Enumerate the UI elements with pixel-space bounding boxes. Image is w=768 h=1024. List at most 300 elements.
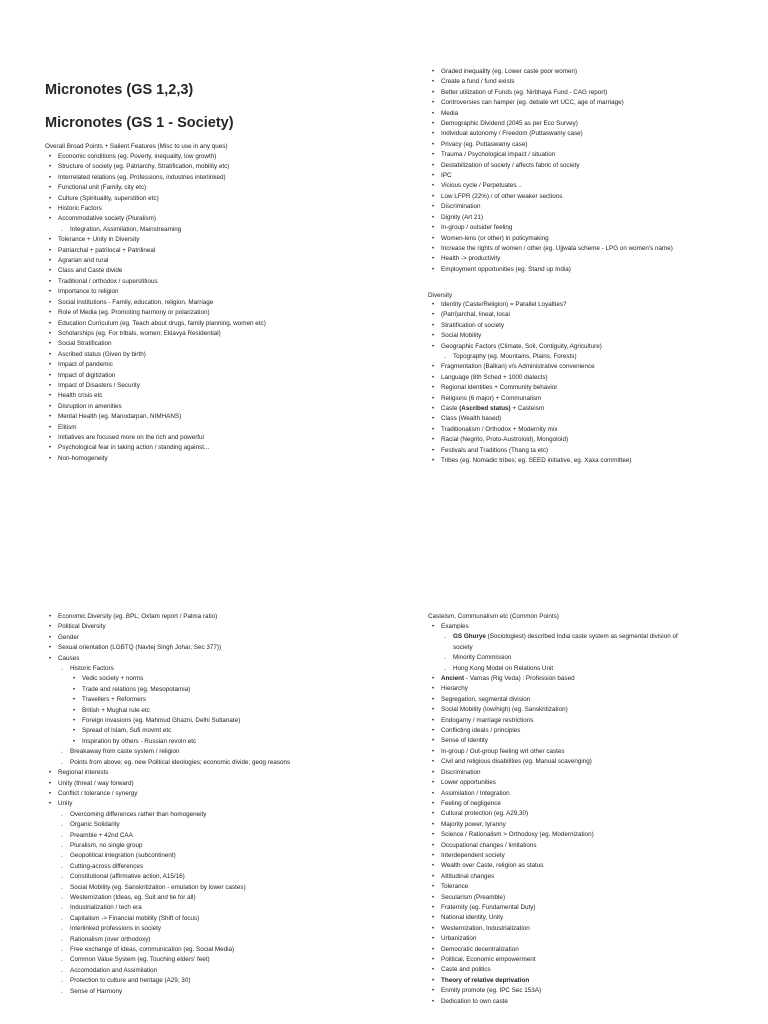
- item-text: Endogamy / marriage restrictions: [441, 716, 534, 724]
- list-item: [428, 851, 678, 861]
- item-text: Preamble + 42nd CAA: [70, 831, 133, 839]
- item-text: Inspiration by others - Russian revoln etc: [82, 737, 197, 745]
- list-item: [428, 140, 673, 150]
- list-item: [45, 654, 290, 664]
- item-text: Role of Media (eg. Promoting harmony or polarization): [58, 309, 210, 317]
- bullet-icon: •: [49, 278, 52, 285]
- bullet-icon: •: [432, 395, 435, 402]
- list-item: [45, 903, 290, 913]
- bullet-icon: •: [432, 800, 435, 807]
- item-text: Assimilation / Integration: [441, 789, 510, 797]
- list-item: [45, 695, 290, 705]
- bullet-icon: ◦: [444, 355, 446, 362]
- society-points-list: [45, 152, 266, 464]
- bullet-icon: •: [49, 393, 52, 400]
- item-text: British + Mughal rule etc: [82, 706, 150, 714]
- item-text: Political, Economic empowerment: [441, 956, 536, 963]
- diversity-list: [428, 300, 632, 467]
- item-text: Occupational changes / limitations: [441, 841, 537, 849]
- list-item: [45, 412, 266, 422]
- list-item: [428, 695, 678, 705]
- list-item: [45, 924, 290, 934]
- item-text: [441, 405, 544, 412]
- item-text: Sexual orientation (LGBTQ (Navtej Singh Johar, Sec 377)): [58, 644, 222, 652]
- page-2: [0, 512, 768, 1024]
- bullet-icon: •: [432, 173, 435, 180]
- section-title: Micronotes (GS 1 - Society): [45, 115, 234, 131]
- item-text: Class and Caste divide: [58, 267, 123, 275]
- item-text: Industrialization / tech era: [70, 904, 142, 912]
- list-item: [428, 352, 632, 362]
- list-item: [45, 841, 290, 851]
- list-item: [428, 223, 673, 233]
- misc-points-list: [428, 67, 673, 275]
- bullet-icon: •: [432, 69, 435, 75]
- bullet-icon: ◦: [444, 666, 446, 673]
- list-item: [45, 391, 266, 401]
- item-text: Points from above; eg. new Political ideologies; economic divide; geog reasons: [70, 758, 291, 766]
- list-item: [45, 747, 290, 757]
- list-item: [45, 643, 290, 653]
- bullet-icon: •: [432, 235, 435, 242]
- item-text-post: - Varnas (Rig Veda) : Profession based: [464, 675, 575, 683]
- bullet-icon: •: [49, 289, 52, 296]
- bullet-icon: •: [432, 977, 435, 984]
- item-text: Conflicting ideals / principles: [441, 727, 521, 735]
- bullet-icon: •: [432, 458, 435, 465]
- casteism-label: Casteism, Communalism etc (Common Points): [428, 613, 559, 620]
- item-text-bold: Theory of relative deprivation: [441, 976, 530, 984]
- bullet-icon: •: [432, 204, 435, 211]
- bullet-icon: •: [49, 185, 52, 192]
- list-item: [428, 757, 678, 767]
- main-title: Micronotes (GS 1,2,3): [45, 82, 194, 98]
- bullet-icon: •: [432, 110, 435, 117]
- bullet-icon: •: [432, 89, 435, 96]
- list-item: [45, 768, 290, 778]
- list-item: [428, 414, 632, 424]
- item-text: Psychological fear in taking action / standing against...: [58, 444, 210, 452]
- list-item: [428, 234, 673, 244]
- item-text: Increase the rights of women / other (eg. Ujjwala scheme - LPG on women's name): [441, 244, 673, 252]
- item-text: Unity: [58, 800, 73, 808]
- item-text: Cutting-across differences: [70, 862, 144, 870]
- bullet-icon: •: [73, 707, 76, 714]
- item-text: Historic Factors: [58, 205, 102, 213]
- item-text: Impact of pandemic: [58, 361, 113, 369]
- item-text: Education Curriculum (eg. Teach about drugs, family planning, women etc): [58, 319, 266, 327]
- list-item: [428, 150, 673, 160]
- item-text-pre: Caste: [441, 405, 460, 413]
- list-item: [45, 266, 266, 276]
- bullet-icon: •: [432, 769, 435, 776]
- bullet-icon: •: [49, 320, 52, 327]
- bullet-icon: •: [432, 131, 435, 138]
- bullet-icon: •: [432, 925, 435, 932]
- bullet-icon: •: [432, 312, 435, 319]
- list-item: [428, 181, 673, 191]
- item-text: Conflict / tolerance / synergy: [58, 789, 138, 797]
- list-item: [45, 883, 290, 893]
- list-item: [45, 173, 266, 183]
- list-item: [428, 674, 678, 684]
- list-item: [428, 77, 673, 87]
- list-item: [45, 914, 290, 924]
- item-text: Stratification of society: [441, 321, 504, 329]
- bullet-icon: •: [49, 258, 52, 265]
- bullet-icon: •: [432, 748, 435, 755]
- bullet-icon: •: [432, 266, 435, 273]
- bullet-icon: •: [73, 718, 76, 725]
- item-text: Regional identities + Community behavior: [441, 384, 558, 392]
- item-text: Ascribed status (Given by birth): [58, 350, 146, 358]
- list-item: [45, 433, 266, 443]
- bullet-icon: ◦: [444, 656, 446, 663]
- bullet-icon: •: [49, 195, 52, 202]
- bullet-icon: •: [432, 141, 435, 148]
- item-text: Privacy (eg. Puttaswamy case): [441, 140, 528, 148]
- bullet-icon: •: [49, 624, 52, 631]
- item-text: Festivals and Traditions (Thang ta etc): [441, 446, 549, 454]
- item-text: Secularism (Preamble): [441, 893, 506, 901]
- item-text: Foreign invasions (eg. Mahmud Ghazni, Delhi Sultanate): [82, 717, 241, 725]
- bullet-icon: •: [49, 770, 52, 777]
- list-item: [428, 976, 678, 986]
- bullet-icon: •: [49, 434, 52, 441]
- bullet-icon: •: [432, 957, 435, 963]
- bullet-icon: •: [432, 152, 435, 159]
- bullet-icon: ◦: [61, 916, 63, 923]
- item-text: Breakaway from caste system / religion: [70, 748, 180, 756]
- item-text: Fraternity (eg. Fundamental Duty): [441, 903, 536, 911]
- list-item: [45, 831, 290, 841]
- item-text: society: [453, 643, 473, 651]
- bullet-icon: •: [49, 164, 52, 171]
- list-item: [45, 402, 266, 412]
- bullet-icon: •: [432, 967, 435, 974]
- list-item: [428, 934, 678, 944]
- item-text: Vedic society + norms: [82, 675, 144, 683]
- list-item: [45, 225, 266, 235]
- list-item: [428, 331, 632, 341]
- list-item: [428, 789, 678, 799]
- list-item: [428, 872, 678, 882]
- bullet-icon: •: [49, 382, 52, 389]
- list-item: [45, 799, 290, 809]
- diversity-causes-list: [45, 612, 290, 997]
- bullet-icon: •: [432, 193, 435, 200]
- item-text: Health -> productivity: [441, 255, 501, 263]
- item-text: Women-lens (or other) in policymaking: [441, 234, 549, 242]
- item-text: Social institutions - Family, education, religion, Marriage: [58, 298, 214, 306]
- item-text: Accommodative society (Pluralism): [58, 215, 156, 223]
- bullet-icon: •: [49, 299, 52, 306]
- bullet-icon: ◦: [61, 760, 63, 767]
- bullet-icon: •: [432, 100, 435, 107]
- bullet-icon: •: [49, 614, 52, 620]
- bullet-icon: •: [432, 707, 435, 714]
- list-item: [428, 997, 678, 1007]
- list-item: [45, 955, 290, 965]
- list-item: [428, 778, 678, 788]
- list-item: [428, 98, 673, 108]
- list-item: [45, 329, 266, 339]
- item-text: Protection to culture and heritage (A29, 30): [70, 977, 191, 985]
- list-item: [428, 394, 632, 404]
- list-item: [45, 183, 266, 193]
- item-text: Class (Wealth based): [441, 415, 502, 423]
- item-text: Hierarchy: [441, 685, 468, 693]
- item-text: Examples: [441, 623, 469, 630]
- list-item: [45, 360, 266, 370]
- item-text: Rationalism (over orthodoxy): [70, 935, 151, 943]
- item-text: Impact of Disasters / Security: [58, 381, 140, 389]
- list-item: [428, 342, 632, 352]
- list-item: [428, 109, 673, 119]
- item-text: [453, 633, 678, 640]
- bullet-icon: ◦: [61, 895, 63, 902]
- bullet-icon: •: [432, 790, 435, 797]
- item-text-post: (Sociologiest) described India caste system as segmental division of: [485, 633, 678, 641]
- bullet-icon: •: [432, 225, 435, 232]
- bullet-icon: ◦: [61, 906, 63, 913]
- list-item: [45, 246, 266, 256]
- item-text: Tolerance + Unity in Diversity: [58, 236, 140, 244]
- bullet-icon: •: [49, 414, 52, 421]
- item-text: Disruption in amenities: [58, 402, 122, 410]
- item-text: Functional unit (Family, city etc): [58, 184, 147, 192]
- bullet-icon: •: [432, 364, 435, 371]
- bullet-icon: ◦: [61, 927, 63, 934]
- list-item: [45, 339, 266, 349]
- item-text: Social Stratification: [58, 340, 112, 348]
- list-item: [428, 664, 678, 674]
- item-text: Topography (eg. Mountains, Plains, Forests): [453, 353, 577, 361]
- bullet-icon: •: [432, 988, 435, 995]
- bullet-icon: •: [49, 154, 52, 160]
- bullet-icon: •: [49, 351, 52, 358]
- list-item: [428, 404, 632, 414]
- list-item: [428, 986, 678, 996]
- bullet-icon: •: [49, 362, 52, 369]
- bullet-icon: •: [73, 686, 76, 693]
- item-text: Dedication to own caste: [441, 997, 508, 1005]
- list-item: [428, 893, 678, 903]
- item-text-bold: (Ascribed status): [459, 405, 511, 413]
- bullet-icon: ◦: [61, 227, 63, 234]
- bullet-icon: •: [432, 79, 435, 86]
- bullet-icon: •: [432, 447, 435, 454]
- bullet-icon: ◦: [61, 885, 63, 892]
- item-text: National identity, Unity: [441, 914, 504, 922]
- bullet-icon: ◦: [61, 854, 63, 861]
- bullet-icon: ◦: [61, 750, 63, 757]
- item-text: Demographic Dividend (2045 as per Eco Survey): [441, 120, 578, 128]
- item-text-post: + Casteism: [510, 405, 545, 413]
- list-item: [428, 373, 632, 383]
- bullet-icon: •: [432, 406, 435, 413]
- list-item: [428, 768, 678, 778]
- bullet-icon: •: [73, 738, 76, 745]
- item-text: Impact of digitization: [58, 371, 116, 379]
- intro-line: Overall Broad Points + Salient Features (Misc to use in any ques): [45, 143, 228, 150]
- item-text: Gender: [58, 633, 80, 641]
- item-text: Attitudinal changes: [441, 872, 495, 880]
- item-text-bold: Ancient: [441, 675, 465, 683]
- item-text: Integration, Assimilation, Mainstreaming: [70, 225, 182, 233]
- bullet-icon: •: [432, 821, 435, 828]
- item-text: Discrimination: [441, 203, 481, 211]
- item-text: Westernization (Ideas, eg. Suit and tie for all): [70, 893, 196, 901]
- list-item: [428, 632, 678, 642]
- item-text: Language (8th Sched + 1000 dialects): [441, 373, 548, 381]
- bullet-icon: •: [432, 998, 435, 1005]
- item-text: Sense of Identity: [441, 737, 488, 745]
- item-text: Social Mobility (eg. Sanskritization - emulation by lower castes): [70, 883, 246, 891]
- list-item: [45, 685, 290, 695]
- bullet-icon: •: [432, 214, 435, 221]
- list-item: [45, 381, 266, 391]
- item-text: Racial (Negrito, Proto-Austroloid), Mongoloid): [441, 436, 569, 444]
- item-text: Causes: [58, 654, 80, 662]
- bullet-icon: •: [49, 310, 52, 317]
- bullet-icon: •: [432, 884, 435, 891]
- bullet-icon: •: [49, 790, 52, 797]
- item-text: Caste and politics: [441, 966, 491, 974]
- list-item: [45, 423, 266, 433]
- list-item: [428, 716, 678, 726]
- list-item: [428, 254, 673, 264]
- list-item: [45, 152, 266, 162]
- list-item: [428, 799, 678, 809]
- bullet-icon: •: [432, 183, 435, 190]
- bullet-icon: •: [432, 686, 435, 693]
- item-text: Non-homogeneity: [58, 454, 108, 462]
- item-text: Fragmentation (Balkan) v/s Administrative convenience: [441, 363, 595, 371]
- item-text: Historic Factors: [70, 665, 114, 673]
- bullet-icon: •: [432, 936, 435, 943]
- bullet-icon: ◦: [444, 635, 446, 642]
- list-item: [428, 924, 678, 934]
- list-item: [428, 161, 673, 171]
- list-item: [45, 371, 266, 381]
- bullet-icon: •: [432, 759, 435, 766]
- item-text: Social Mobility (low/high) (eg. Sanskritization): [441, 706, 568, 714]
- item-text: Overcoming differences rather than homogeneity: [70, 810, 207, 818]
- list-item: [45, 810, 290, 820]
- list-item: [428, 244, 673, 254]
- bullet-icon: •: [432, 302, 435, 308]
- item-text: Vicious cycle / Perpetuates ..: [441, 182, 522, 190]
- bullet-icon: •: [49, 341, 52, 348]
- list-item: [428, 300, 632, 310]
- bullet-icon: ◦: [61, 864, 63, 871]
- item-text: Individual autonomy / Freedom (Puttaswamy case): [441, 130, 583, 138]
- bullet-icon: •: [49, 372, 52, 379]
- item-text: Interrelated relations (eg. Professions, industries interlinked): [58, 173, 226, 181]
- bullet-icon: ◦: [61, 948, 63, 954]
- bullet-icon: •: [432, 343, 435, 350]
- list-item: [45, 298, 266, 308]
- item-text: Structure of society (eg. Patriarchy, Stratification, mobility etc): [58, 163, 230, 171]
- list-item: [45, 851, 290, 861]
- bullet-icon: •: [49, 247, 52, 254]
- list-item: [45, 737, 290, 747]
- list-item: [428, 67, 673, 77]
- bullet-icon: •: [49, 237, 52, 244]
- list-item: [45, 633, 290, 643]
- item-text: Geopolitical integration (subcontinent): [70, 852, 176, 860]
- list-item: [428, 653, 678, 663]
- list-item: [45, 443, 266, 453]
- item-text: Interlinked professions in society: [70, 925, 162, 933]
- bullet-icon: •: [49, 455, 52, 462]
- item-text: Traditionalism / Orthodox + Modernity mix: [441, 425, 558, 433]
- item-text: Controversies can hamper (eg. debate wrt UCC, age of marriage): [441, 99, 624, 107]
- item-text: Culture (Spirituality, superstition etc): [58, 194, 159, 202]
- item-text: (Patri)archal, lineal, local: [441, 311, 510, 319]
- item-text: Constitutional (affirmative action, A15/16): [70, 873, 185, 881]
- bullet-icon: ◦: [61, 875, 63, 882]
- item-text: Trauma / Psychological impact / situation: [441, 151, 556, 159]
- list-item: [45, 976, 290, 986]
- list-item: [428, 435, 632, 445]
- bullet-icon: •: [432, 624, 435, 630]
- list-item: [45, 622, 290, 632]
- list-item: [45, 235, 266, 245]
- bullet-icon: •: [432, 385, 435, 392]
- bullet-icon: •: [49, 801, 52, 808]
- bullet-icon: •: [49, 445, 52, 452]
- list-item: [45, 706, 290, 716]
- bullet-icon: •: [49, 330, 52, 337]
- bullet-icon: ◦: [61, 958, 63, 965]
- bullet-icon: •: [432, 426, 435, 433]
- item-text: Employment opportunities (eg. Stand up India): [441, 265, 571, 273]
- list-item: [45, 726, 290, 736]
- item-text: Hong Kong Model on Relations Unit: [453, 664, 554, 672]
- item-text: Graded inequality (eg. Lower caste poor women): [441, 68, 578, 75]
- item-text: Economic Diversity (eg. BPL; Oxfam report / Palma ratio): [58, 613, 218, 620]
- list-item: [45, 350, 266, 360]
- list-item: [45, 612, 290, 622]
- list-item: [428, 965, 678, 975]
- item-text: Civil and religious disabilities (eg. Manual scavenging): [441, 758, 592, 766]
- list-item: [45, 162, 266, 172]
- bullet-icon: •: [432, 738, 435, 745]
- list-item: [428, 129, 673, 139]
- item-text: In-group / Out-group feeling wrt other castes: [441, 747, 565, 755]
- list-item: [428, 643, 678, 653]
- item-text: Elitism: [58, 423, 77, 431]
- item-text: Media: [441, 109, 459, 117]
- bullet-icon: •: [432, 894, 435, 901]
- list-item: [428, 903, 678, 913]
- list-item: [428, 213, 673, 223]
- item-text: Traditional / orthodox / superstitious: [58, 277, 158, 285]
- list-item: [428, 830, 678, 840]
- list-item: [428, 882, 678, 892]
- item-text: Enmity promote (eg. IPC Sec 153A): [441, 987, 542, 995]
- item-text: Westernization, Industrialization: [441, 924, 530, 932]
- bullet-icon: •: [432, 162, 435, 169]
- item-text: Feeling of negligence: [441, 799, 501, 807]
- bullet-icon: •: [49, 780, 52, 787]
- list-item: [428, 119, 673, 129]
- item-text: Common Value System (eg. Touching elders' feet): [70, 956, 210, 964]
- bullet-icon: •: [432, 696, 435, 703]
- list-item: [428, 456, 632, 466]
